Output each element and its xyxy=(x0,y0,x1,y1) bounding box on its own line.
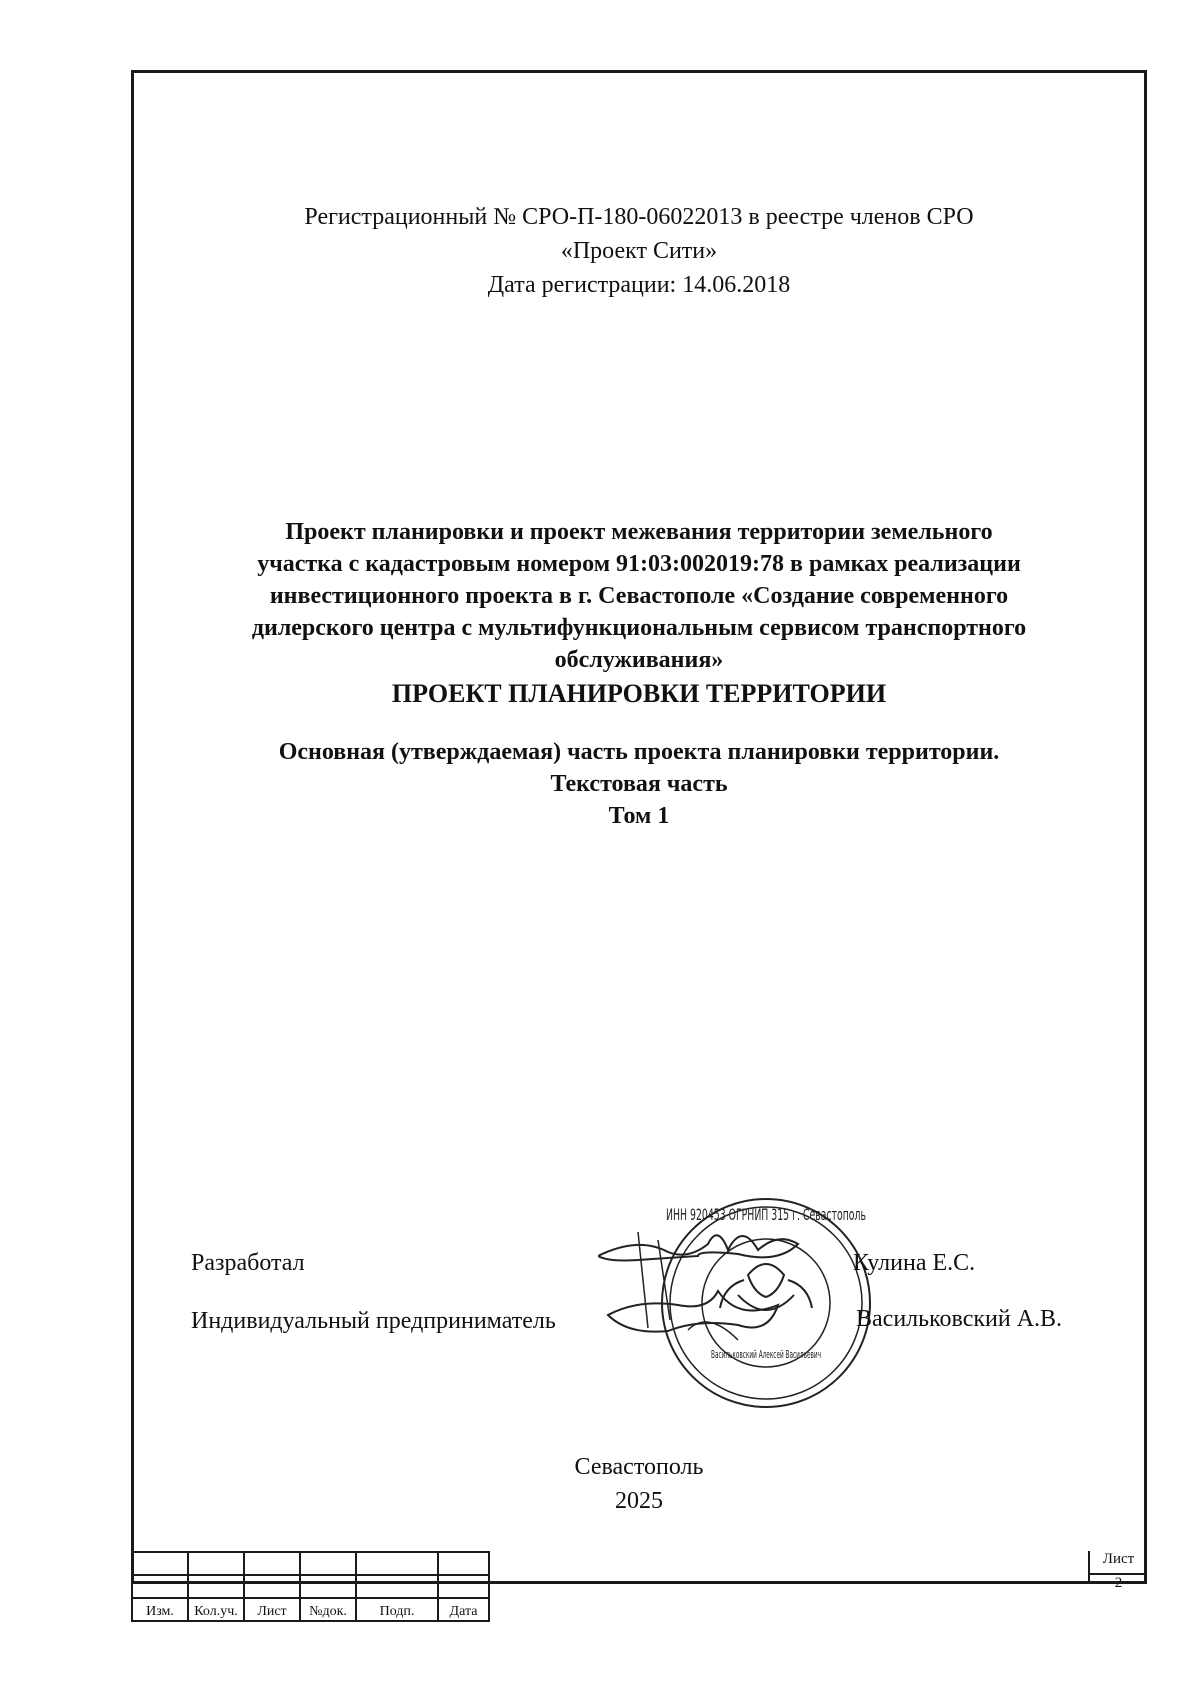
title-line: дилерского центра с мультифункциональным сервисом транспортного xyxy=(251,615,1027,641)
title-line: инвестиционного проекта в г. Севастополе «Создание современного xyxy=(269,583,1009,609)
part-line-2: Текстовая часть xyxy=(550,771,728,797)
title-block-grid xyxy=(131,1551,490,1622)
registration-line-1: Регистрационный № СРО-П-180-06022013 в реестре членов СРО xyxy=(304,204,974,230)
part-block xyxy=(131,736,1147,832)
document-title xyxy=(131,516,1147,712)
seal-outer-ring xyxy=(662,1199,870,1407)
header-sheet: Лист xyxy=(244,1598,300,1621)
title-line: обслуживания» xyxy=(554,647,724,673)
seal-center-text: Васильковский Алексей Васильевич xyxy=(711,1348,821,1361)
entrepreneur-name: Васильковский А.В. xyxy=(856,1306,1063,1332)
seal-ring xyxy=(670,1207,862,1399)
title-line: Проект планировки и проект межевания территории земельного xyxy=(285,519,993,545)
sheet-label: Лист xyxy=(1090,1551,1147,1575)
header-count: Кол.уч. xyxy=(188,1598,244,1621)
registration-block xyxy=(131,200,1147,302)
header-date: Дата xyxy=(438,1598,489,1621)
developed-label: Разработал xyxy=(191,1250,305,1276)
year: 2025 xyxy=(615,1488,663,1514)
document-subtitle: ПРОЕКТ ПЛАНИРОВКИ ТЕРРИТОРИИ xyxy=(391,679,887,708)
header-change: Изм. xyxy=(132,1598,188,1621)
seal-and-signatures xyxy=(598,1180,978,1420)
developed-name: Кулина Е.С. xyxy=(853,1250,976,1276)
header-signature: Подп. xyxy=(356,1598,438,1621)
sheet-box xyxy=(1088,1551,1147,1591)
entrepreneur-label: Индивидуальный предприниматель xyxy=(191,1308,556,1334)
seal-ring-text: ИНН 920453 ОГРНИП 315 г. Севастополь xyxy=(666,1205,866,1224)
header-doc-number: №док. xyxy=(300,1598,356,1621)
volume-label: Том 1 xyxy=(608,803,670,829)
title-line: участка с кадастровым номером 91:03:002019:78 в рамках реализации xyxy=(257,551,1021,577)
registration-line-2: «Проект Сити» xyxy=(560,238,718,264)
city: Севастополь xyxy=(574,1454,704,1480)
part-line-1: Основная (утверждаемая) часть проекта планировки территории. xyxy=(278,739,1000,765)
eagle-emblem xyxy=(748,1264,784,1297)
registration-date: Дата регистрации: 14.06.2018 xyxy=(487,272,791,298)
sheet-number: 2 xyxy=(1114,1575,1123,1591)
footer-block xyxy=(131,1450,1147,1518)
